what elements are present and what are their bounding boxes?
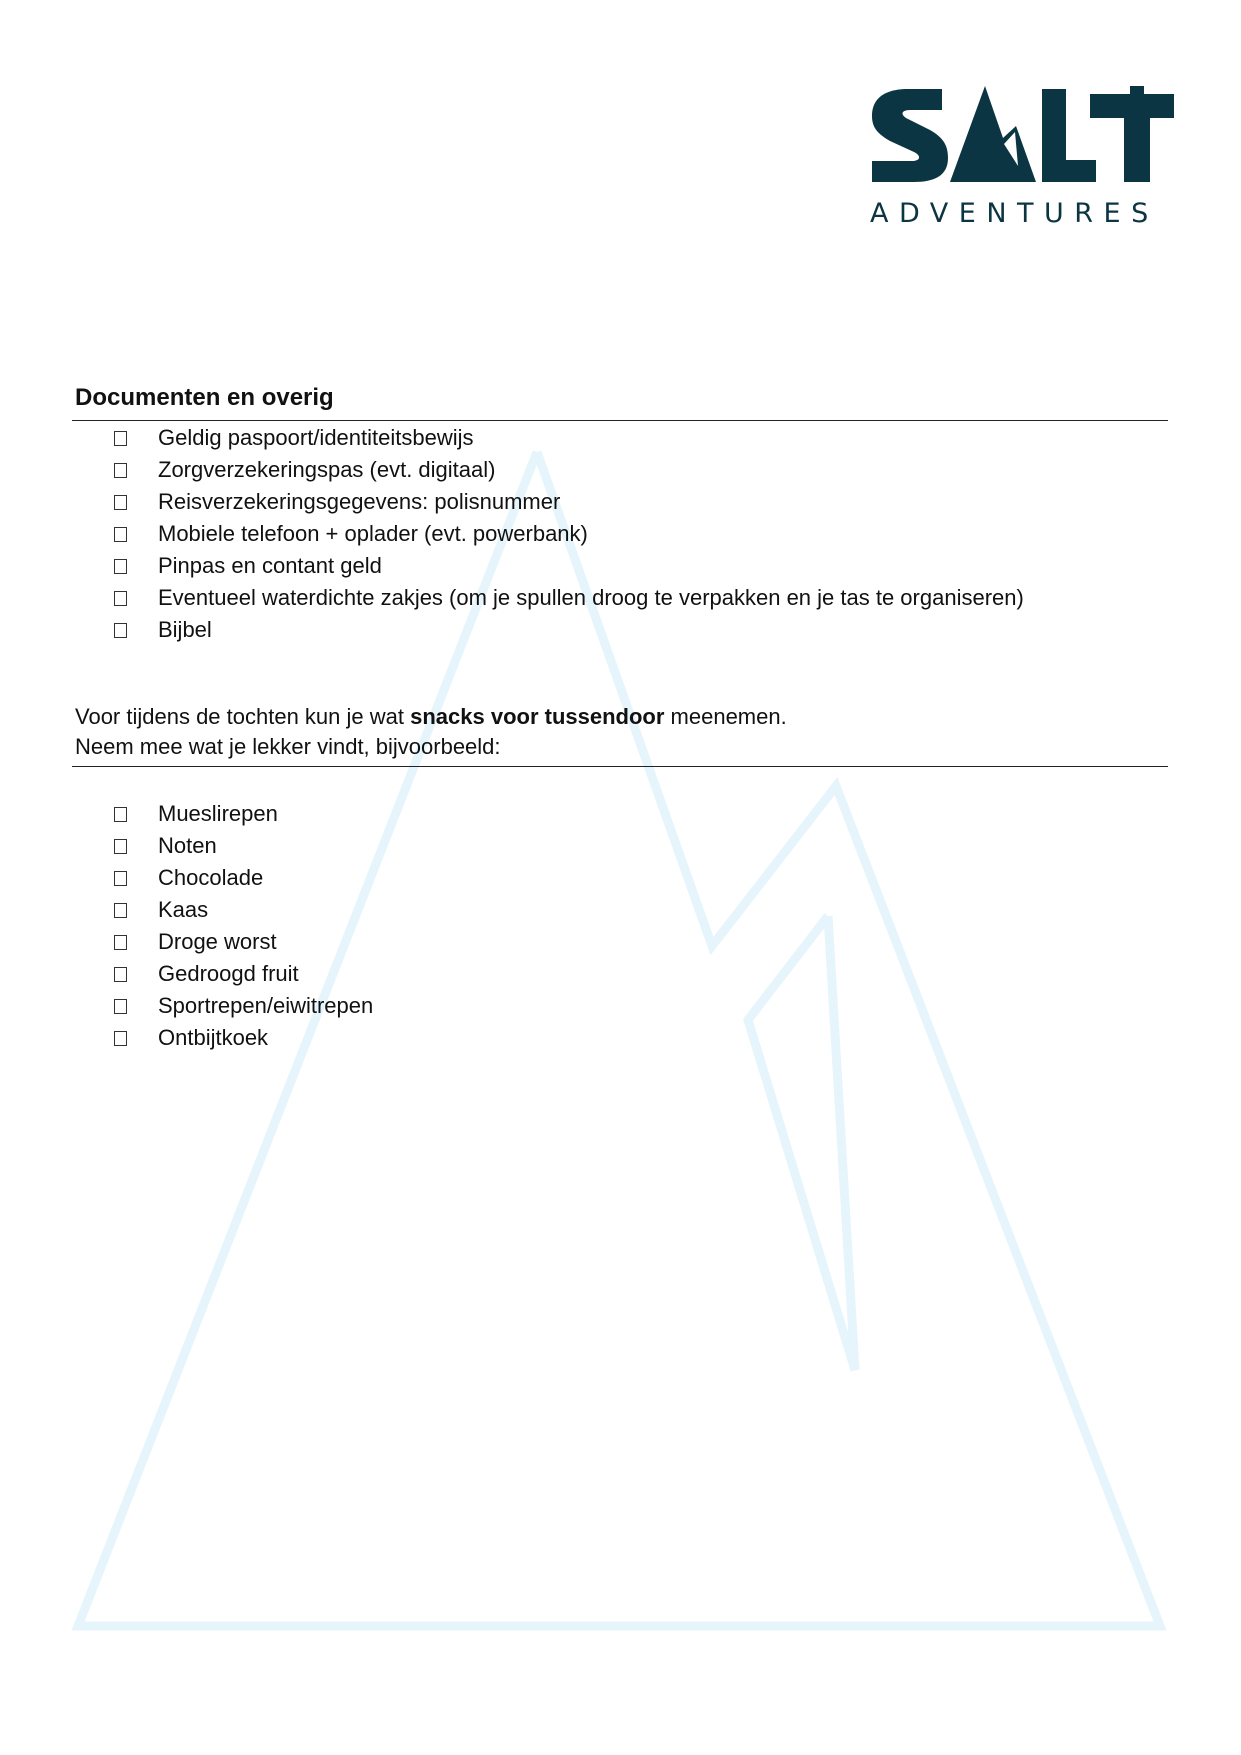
checklist-item-label: Chocolade [158, 865, 264, 890]
checkbox[interactable] [114, 623, 127, 638]
checkbox[interactable] [114, 463, 127, 478]
checkbox[interactable] [114, 559, 127, 574]
checkbox[interactable] [114, 807, 127, 822]
documents-checklist [112, 422, 1024, 646]
checklist-item [112, 926, 373, 958]
checklist-item [112, 550, 1024, 582]
checkbox[interactable] [114, 431, 127, 446]
checklist-item-label: Sportrepen/eiwitrepen [158, 993, 374, 1018]
watermark-inner-sliver [748, 916, 855, 1370]
checklist-item-label: Mueslirepen [158, 801, 278, 826]
checkbox[interactable] [114, 903, 127, 918]
checkbox[interactable] [114, 839, 127, 854]
checklist-item [112, 798, 373, 830]
checklist-item-label: Zorgverzekeringspas (evt. digitaal) [158, 457, 496, 482]
checklist-item-label: Gedroogd fruit [158, 961, 299, 986]
checkbox[interactable] [114, 527, 127, 542]
checklist-item-label: Geldig paspoort/identiteitsbewijs [158, 425, 474, 450]
snacks-intro [75, 702, 787, 762]
section-title-documenten: Documenten en overig [75, 384, 334, 411]
checklist-item [112, 1022, 373, 1054]
checklist-item [112, 422, 1024, 454]
section-divider [72, 420, 1168, 421]
logo-letter-a-mountain [950, 86, 1036, 182]
snacks-intro-text: Voor tijdens de tochten kun je wat [75, 704, 411, 729]
checklist-item [112, 582, 1024, 614]
checklist-item-label: Eventueel waterdichte zakjes (om je spullen droog te verpakken en je tas te organiseren) [158, 585, 1024, 610]
checkbox[interactable] [114, 967, 127, 982]
checklist-item [112, 862, 373, 894]
checklist-item-label: Mobiele telefoon + oplader (evt. powerbank) [158, 521, 588, 546]
snacks-intro-text-end: meenemen. [664, 704, 787, 729]
checklist-item [112, 486, 1024, 518]
checkbox[interactable] [114, 871, 127, 886]
snacks-intro-line2: Neem mee wat je lekker vindt, bijvoorbeeld: [75, 734, 501, 759]
salt-adventures-logo [868, 86, 1174, 236]
logo-letter-l [1042, 89, 1096, 182]
checklist-item-label: Pinpas en contant geld [158, 553, 382, 578]
checklist-item [112, 518, 1024, 550]
logo-letter-t [1090, 86, 1174, 182]
logo-subtitle: ADVENTURES [870, 198, 1159, 229]
checkbox[interactable] [114, 999, 127, 1014]
checklist-item-label: Kaas [158, 897, 209, 922]
checklist-item-label: Bijbel [158, 617, 212, 642]
checklist-item-label: Droge worst [158, 929, 277, 954]
checkbox[interactable] [114, 1031, 127, 1046]
checkbox[interactable] [114, 495, 127, 510]
checklist-item [112, 830, 373, 862]
logo-letter-s [872, 89, 948, 182]
checklist-item [112, 894, 373, 926]
checkbox[interactable] [114, 935, 127, 950]
snacks-checklist [112, 798, 373, 1054]
snacks-intro-bold: snacks voor tussendoor [410, 704, 665, 729]
checklist-item [112, 958, 373, 990]
salt-wordmark-icon [868, 86, 1174, 186]
checklist-item [112, 614, 1024, 646]
section-divider [72, 766, 1168, 767]
checklist-item [112, 454, 1024, 486]
checklist-item-label: Ontbijtkoek [158, 1025, 269, 1050]
checkbox[interactable] [114, 591, 127, 606]
checklist-item-label: Reisverzekeringsgegevens: polisnummer [158, 489, 561, 514]
checklist-item-label: Noten [158, 833, 217, 858]
checklist-item [112, 990, 373, 1022]
